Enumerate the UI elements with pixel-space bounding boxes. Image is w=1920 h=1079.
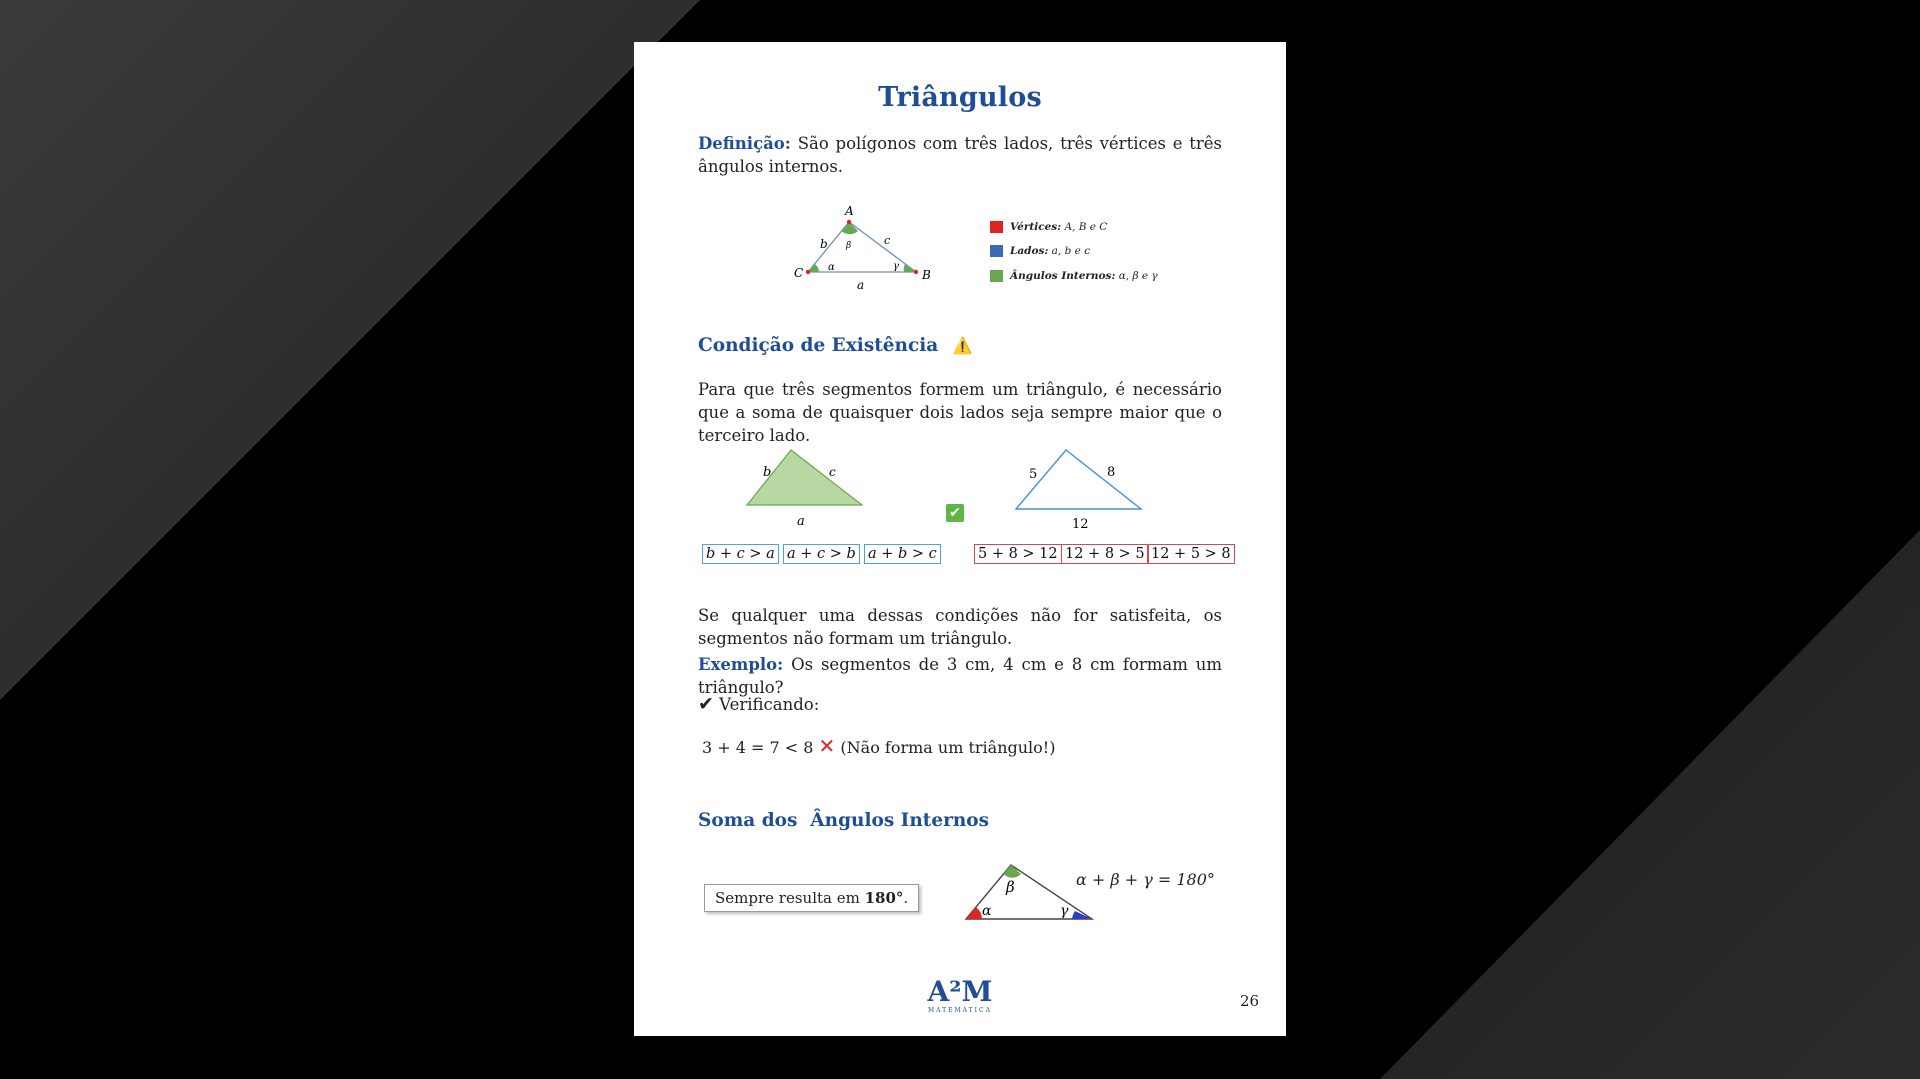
label-angle-alpha: α xyxy=(828,262,835,273)
legend-item-vertices: Vértices: A, B e C xyxy=(990,221,1107,233)
cross-icon: ✕ xyxy=(818,734,836,758)
label-vertex-b: B xyxy=(922,268,931,282)
inequality-general-3: a + b > c xyxy=(864,544,941,564)
label-gamma-sum: γ xyxy=(1060,903,1069,919)
verify-line xyxy=(698,693,819,715)
inequality-numeric-1: 5 + 8 > 12 xyxy=(974,544,1062,564)
triangle-general-diagram xyxy=(734,442,894,532)
label-angle-gamma: γ xyxy=(893,261,899,272)
label-side-c: c xyxy=(884,234,891,247)
legend-swatch-green xyxy=(990,270,1003,282)
vertex-c-dot xyxy=(806,270,810,274)
label-beta-sum: β xyxy=(1006,878,1015,896)
angles-heading: Soma dos Ângulos Internos xyxy=(698,810,990,831)
logo-subtitle: MATEMÁTICA xyxy=(928,1007,992,1014)
fail-condition-paragraph: Se qualquer uma dessas condições não for satisfeita, os segmentos não formam um triângulo. xyxy=(698,606,1222,648)
logo-mark: A²M xyxy=(927,975,993,1008)
legend-item-angles: Ângulos Internos: α, β e γ xyxy=(990,270,1158,282)
calculation-result: (Não forma um triângulo!) xyxy=(840,738,1056,757)
label-side-b: b xyxy=(820,237,828,251)
legend-item-sides: Lados: a, b e c xyxy=(990,245,1090,257)
existence-paragraph: Para que três segmentos formem um triângulo, é necessário que a soma de quaisquer dois lados seja sempre maior que o terceiro lado. xyxy=(698,380,1222,445)
example-label: Exemplo: xyxy=(698,655,784,674)
verify-label: Verificando: xyxy=(719,695,820,714)
label-vertex-a: A xyxy=(845,204,854,218)
calculation-line xyxy=(702,734,1055,758)
inequality-numeric-2: 12 + 8 > 5 xyxy=(1061,544,1149,564)
checkmark-icon: ✔ xyxy=(698,693,714,715)
label-side-5: 5 xyxy=(1029,467,1038,482)
vertex-a-dot xyxy=(847,220,851,224)
warning-icon: ⚠️ xyxy=(952,336,973,355)
triangle-angle-sum-diagram xyxy=(954,857,1104,937)
label-side-12: 12 xyxy=(1072,517,1089,532)
check-icon: ✔ xyxy=(946,504,964,522)
label-vertex-c: C xyxy=(794,266,804,280)
label-side-a: a xyxy=(857,278,865,292)
label-side-a-general: a xyxy=(797,514,805,529)
inequality-general-2: a + c > b xyxy=(783,544,860,564)
inequality-general-1: b + c > a xyxy=(702,544,779,564)
definition-label: Definição: xyxy=(698,134,791,153)
vertex-b-dot xyxy=(914,270,918,274)
triangle-numeric-diagram xyxy=(1004,442,1154,532)
legend-swatch-red xyxy=(990,221,1003,233)
document-page xyxy=(634,42,1286,1036)
calculation-text: 3 + 4 = 7 < 8 xyxy=(702,738,814,757)
legend-swatch-blue xyxy=(990,245,1003,257)
angle-sum-formula: α + β + γ = 180° xyxy=(1076,870,1215,889)
label-side-c-general: c xyxy=(829,465,836,479)
sum-180-box: Sempre resulta em 180°. xyxy=(704,884,919,912)
label-angle-beta: β xyxy=(846,241,852,251)
angle-beta-wedge-sum xyxy=(1004,865,1022,878)
page-number: 26 xyxy=(1240,992,1260,1010)
footer-logo xyxy=(920,977,1000,1015)
label-side-b-general: b xyxy=(763,465,772,480)
page-title: Triângulos xyxy=(878,82,1042,113)
label-alpha-sum: α xyxy=(982,903,992,919)
inequality-numeric-3: 12 + 5 > 8 xyxy=(1147,544,1235,564)
example-text: Os segmentos de 3 cm, 4 cm e 8 cm formam um triângulo? xyxy=(698,655,1223,697)
definition-paragraph xyxy=(698,132,1222,178)
definition-text: São polígonos com três lados, três vértices e três ângulos internos. xyxy=(698,134,1223,176)
triangle-definition-diagram xyxy=(794,202,954,302)
existence-heading: Condição de Existência ⚠️ xyxy=(698,335,973,356)
label-side-8: 8 xyxy=(1107,465,1116,480)
